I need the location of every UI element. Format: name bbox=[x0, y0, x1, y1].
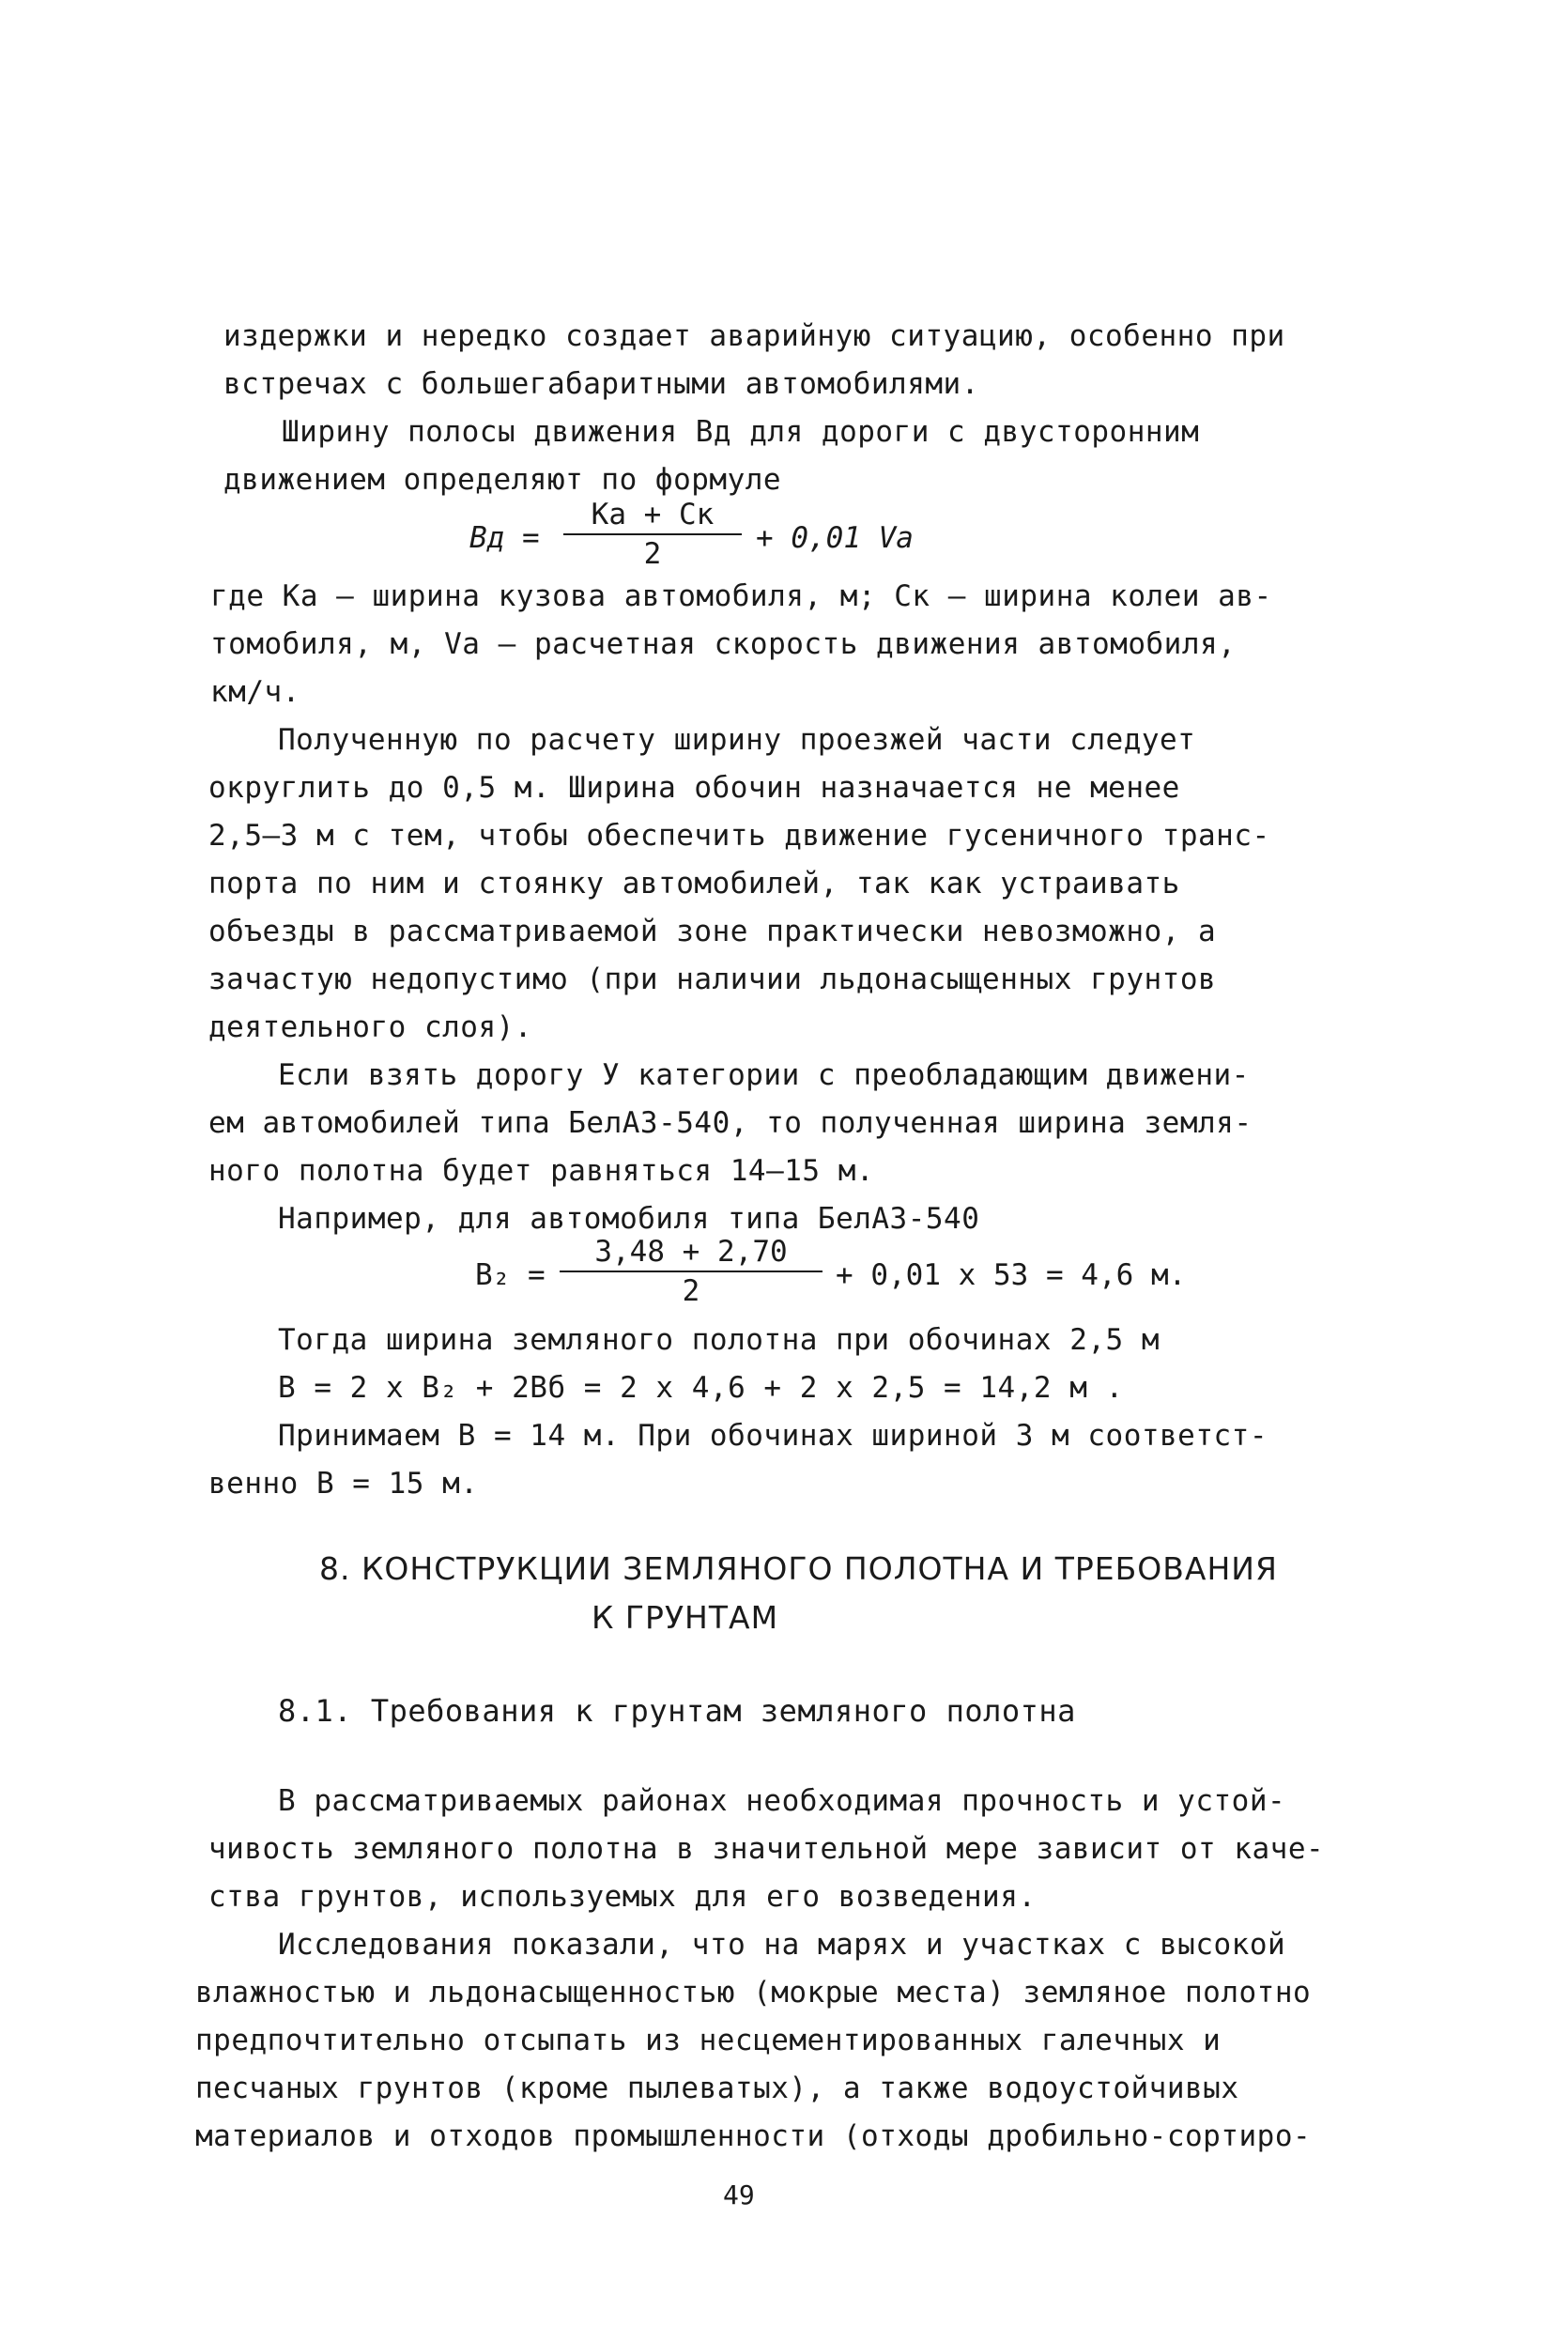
text-line: порта по ним и стоянку автомобилей, так как устраивать bbox=[208, 867, 1180, 901]
text-line: Исследования показали, что на марях и участках с высокой bbox=[278, 1928, 1286, 1962]
formula-lhs: В₂ = bbox=[475, 1258, 546, 1292]
formula-denominator: 2 bbox=[682, 1274, 700, 1308]
text-line: Полученную по расчету ширину проезжей части следует bbox=[278, 723, 1196, 757]
text-line: объезды в рассматриваемой зоне практически невозможно, а bbox=[208, 915, 1217, 948]
formula-rhs: + 0,01 x 53 = 4,6 м. bbox=[836, 1258, 1187, 1292]
text-line: томобиля, м, Va – расчетная скорость движения автомобиля, bbox=[210, 627, 1237, 661]
page-number: 49 bbox=[723, 2179, 755, 2210]
text-line: округлить до 0,5 м. Ширина обочин назначается не менее bbox=[208, 771, 1180, 805]
section-heading-line-2: К ГРУНТАМ bbox=[592, 1599, 779, 1636]
text-line: Тогда ширина земляного полотна при обочинах 2,5 м bbox=[278, 1323, 1161, 1357]
text-line: предпочтительно отсыпать из несцементированных галечных и bbox=[195, 2024, 1222, 2057]
formula-rhs: + 0,01 Va bbox=[756, 521, 914, 555]
text-line: ного полотна будет равняться 14–15 м. bbox=[208, 1154, 875, 1188]
text-line: км/ч. bbox=[210, 675, 300, 709]
text-line: чивость земляного полотна в значительной мере зависит от каче- bbox=[208, 1832, 1325, 1866]
text-line: издержки и нередко создает аварийную ситуацию, особенно при bbox=[223, 319, 1285, 353]
section-heading: 8. КОНСТРУКЦИИ ЗЕМЛЯНОГО ПОЛОТНА И ТРЕБОВАНИЯ bbox=[319, 1550, 1278, 1587]
text-line: ства грунтов, используемых для его возведения. bbox=[208, 1880, 1037, 1914]
text-line: движением определяют по формуле bbox=[223, 463, 782, 497]
text-line: Ширину полосы движения Вд для дороги с двусторонним bbox=[282, 415, 1200, 449]
text-line: 2,5–3 м с тем, чтобы обеспечить движение гусеничного транс- bbox=[208, 819, 1270, 853]
text-line: венно В = 15 м. bbox=[208, 1467, 479, 1501]
text-line: ем автомобилей типа БелАЗ-540, то полученная ширина земля- bbox=[208, 1106, 1253, 1140]
text-line: материалов и отходов промышленности (отходы дробильно-сортиро- bbox=[195, 2119, 1312, 2153]
text-line: В рассматриваемых районах необходимая прочность и устой- bbox=[278, 1784, 1286, 1818]
text-line: Принимаем В = 14 м. При обочинах шириной 3 м соответст- bbox=[278, 1419, 1268, 1453]
text-line: песчаных грунтов (кроме пылеватых), а также водоустойчивых bbox=[195, 2071, 1239, 2105]
text-line: зачастую недопустимо (при наличии льдонасыщенных грунтов bbox=[208, 963, 1217, 996]
text-line: где Ка – ширина кузова автомобиля, м; Ск – ширина колеи ав- bbox=[210, 579, 1272, 613]
formula-fraction bbox=[563, 496, 742, 573]
text-line: деятельного слоя). bbox=[208, 1010, 532, 1044]
subsection-heading: 8.1. Требования к грунтам земляного полотна bbox=[278, 1693, 1076, 1729]
formula-lhs: Вд = bbox=[469, 521, 540, 555]
text-line: Если взять дорогу У категории с преобладающим движени- bbox=[278, 1058, 1250, 1092]
text-line: влажностью и льдонасыщенностью (мокрые места) земляное полотно bbox=[195, 1976, 1312, 2010]
text-line: В = 2 х В₂ + 2Вб = 2 х 4,6 + 2 х 2,5 = 14,2 м . bbox=[278, 1371, 1124, 1405]
text-line: Например, для автомобиля типа БелАЗ-540 bbox=[278, 1202, 980, 1236]
formula-numerator: 3,48 + 2,70 bbox=[560, 1233, 822, 1272]
formula-numerator: Ка + Ск bbox=[563, 496, 742, 535]
formula-denominator: 2 bbox=[643, 537, 662, 571]
text-line: встречах с большегабаритными автомобилями. bbox=[223, 367, 979, 401]
formula-fraction bbox=[560, 1233, 822, 1310]
